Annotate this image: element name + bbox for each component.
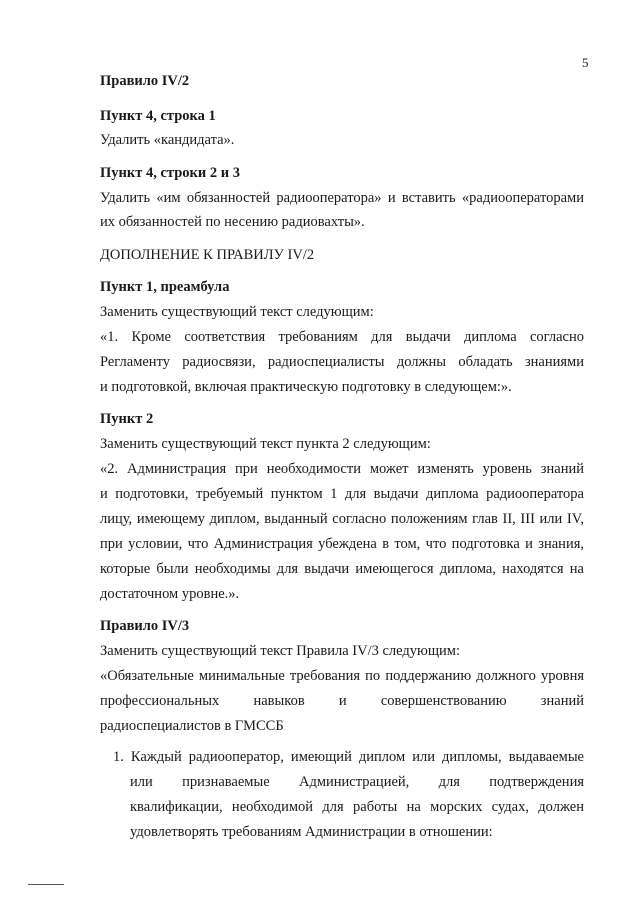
text-line: Заменить существующий текст пункта 2 следующим: <box>100 436 431 452</box>
footnote-rule <box>28 884 64 885</box>
quoted-text-line: лицу, имеющему диплом, выданный согласно положениям глав II, III или IV, <box>100 511 584 527</box>
page-number: 5 <box>582 55 589 70</box>
quoted-text-line: «2. Администрация при необходимости может изменять уровень знаний <box>100 461 584 477</box>
text-line: их обязанностей по несению радиовахты». <box>100 214 365 230</box>
quoted-text-line: «Обязательные минимальные требования по поддержанию должного уровня <box>100 668 584 684</box>
quoted-text-line: и подготовкой, включая практическую подготовку в следующем:». <box>100 379 512 395</box>
subheading-item4-lines2-3: Пункт 4, строки 2 и 3 <box>100 165 240 181</box>
list-item-line: или признаваемые Администрацией, для подтверждения <box>130 774 584 790</box>
quoted-text-line: Регламенту радиосвязи, радиоспециалисты должны обладать знаниями <box>100 354 584 370</box>
subheading-item1-preamble: Пункт 1, преамбула <box>100 279 230 295</box>
text-line: Удалить «кандидата». <box>100 132 235 148</box>
quoted-text-line: и подготовки, требуемый пунктом 1 для выдачи диплома радиооператора <box>100 486 584 502</box>
subheading-item4-line1: Пункт 4, строка 1 <box>100 108 216 124</box>
quoted-text-line: радиоспециалистов в ГМССБ <box>100 718 284 734</box>
quoted-text-line: которые были необходимы для выдачи имеющегося диплома, находятся на <box>100 561 584 577</box>
list-item-line: 1. Каждый радиооператор, имеющий диплом или дипломы, выдаваемые <box>113 749 584 765</box>
list-item-line: квалификации, необходимой для работы на морских судах, должен <box>130 799 584 815</box>
quoted-text-line: достаточном уровне.». <box>100 586 240 602</box>
subheading-item2: Пункт 2 <box>100 411 154 427</box>
section-heading-supplement: ДОПОЛНЕНИЕ К ПРАВИЛУ IV/2 <box>100 247 315 263</box>
quoted-text-line: «1. Кроме соответствия требованиям для выдачи диплома согласно <box>100 329 584 345</box>
quoted-text-line: профессиональных навыков и совершенствованию знаний <box>100 693 584 709</box>
list-item-line: удовлетворять требованиям Администрации в отношении: <box>130 824 493 840</box>
quoted-text-line: при условии, что Администрация убеждена в том, что подготовка и знания, <box>100 536 584 552</box>
text-line: Заменить существующий текст следующим: <box>100 304 374 320</box>
text-line: Удалить «им обязанностей радиооператора» и вставить «радиооператорами <box>100 190 584 206</box>
text-line: Заменить существующий текст Правила IV/3 следующим: <box>100 643 461 659</box>
rule-heading-iv-2: Правило IV/2 <box>100 73 190 89</box>
rule-heading-iv-3: Правило IV/3 <box>100 618 190 634</box>
